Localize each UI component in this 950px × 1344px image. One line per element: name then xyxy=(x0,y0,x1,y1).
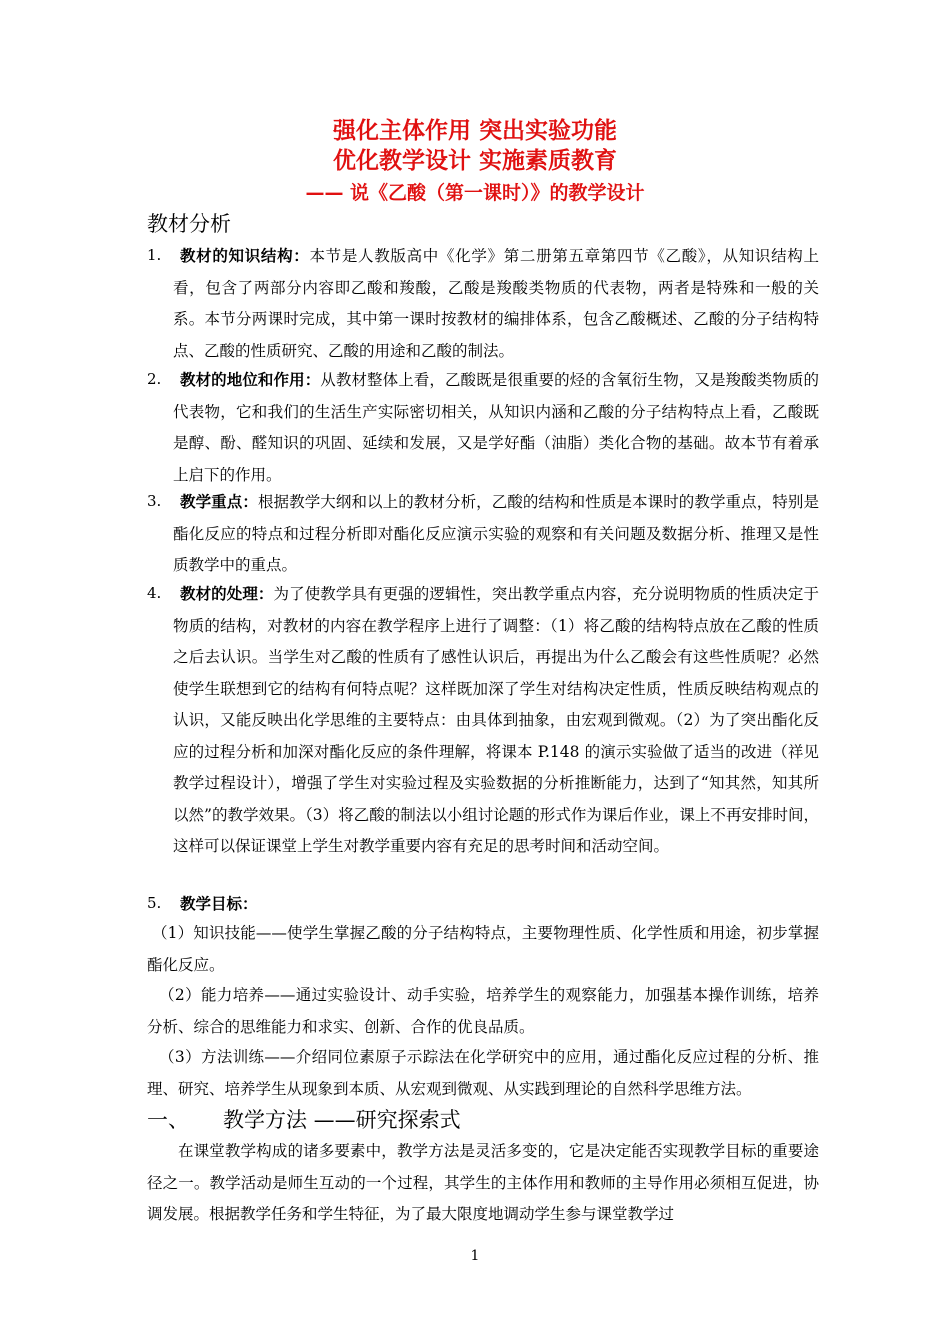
objective-3: （3）方法训练——介绍同位素原子示踪法在化学研究中的应用，通过酯化反应过程的分析、推理、研究、培养学生从现象到本质、从宏观到微观、从实践到理论的自然科学思维方法。 xyxy=(147,1048,819,1098)
page-number: 1 xyxy=(470,1248,480,1264)
objective-2: （2）能力培养——通过实验设计、动手实验，培养学生的观察能力，加强基本操作训练，培养分析、综合的思维能力和求实、创新、合作的优良品质。 xyxy=(147,986,819,1036)
method-paragraph: 在课堂教学构成的诸多要素中，教学方法是灵活多变的，它是决定能否实现教学目标的重要途径之一。教学活动是师生互动的一个过程，其学生的主体作用和教师的主导作用必须相互促进，协调发展。根据教学任务和学生特征，为了最大限度地调动学生参与课堂教学过 xyxy=(147,1142,819,1223)
title-line-1: 强化主体作用 突出实验功能 xyxy=(332,118,617,144)
list-item-1 xyxy=(147,240,819,367)
list-number: 1. xyxy=(147,246,162,264)
item-text: 根据教学大纲和以上的教材分析，乙酸的结构和性质是本课时的教学重点，特别是酯化反应的特点和过程分析即对酯化反应演示实验的观察和有关问题及数据分析、推理又是性质教学中的重点。 xyxy=(173,493,819,574)
title-line-3: —— 说《乙酸（第一课时）》的教学设计 xyxy=(305,182,645,204)
section-heading-material: 教材分析 xyxy=(147,212,231,236)
title-line-2: 优化教学设计 实施素质教育 xyxy=(332,148,617,174)
list-number: 4. xyxy=(147,584,162,602)
item-label: 教材的处理： xyxy=(180,584,274,603)
item-label: 教学目标： xyxy=(180,894,258,913)
item-label: 教材的知识结构： xyxy=(180,246,310,265)
list-number: 2. xyxy=(147,370,162,388)
item-text: 从教材整体上看，乙酸既是很重要的烃的含氧衍生物，又是羧酸类物质的代表物，它和我们的生活生产实际密切相关，从知识内涵和乙酸的分子结构特点上看，乙酸既是醇、酚、醛知识的巩固、延续和发展，又是学好酯（油脂）类化合物的基础。故本节有着承上启下的作用。 xyxy=(173,371,819,484)
list-item-5 xyxy=(147,888,819,921)
list-item-2 xyxy=(147,364,819,491)
objective-1: （1）知识技能——使学生掌握乙酸的分子结构特点，主要物理性质、化学性质和用途，初步掌握酯化反应。 xyxy=(147,924,819,974)
item-text: 本节是人教版高中《化学》第二册第五章第四节《乙酸》，从知识结构上看，包含了两部分内容即乙酸和羧酸，乙酸是羧酸类物质的代表物，两者是特殊和一般的关系。本节分两课时完成，其中第一课时按教材的编排体系，包含乙酸概述、乙酸的分子结构特点、乙酸的性质研究、乙酸的用途和乙酸的制法。 xyxy=(173,247,819,360)
item-text: 为了使教学具有更强的逻辑性，突出教学重点内容，充分说明物质的性质决定于物质的结构，对教材的内容在教学程序上进行了调整：（1）将乙酸的结构特点放在乙酸的性质之后去认识。当学生对乙酸的性质有了感性认识后，再提出为什么乙酸会有这些性质呢？必然使学生联想到它的结构有何特点呢？这样既加深了学生对结构决定性质，性质反映结构观点的认识，又能反映出化学思维的主要特点：由具体到抽象，由宏观到微观。（2）为了突出酯化反应的过程分析和加深对酯化反应的条件理解，将课本 P.148 的演示实验做了适当的改进（祥见教学过程设计），增强了学生对实验过程及实验数据的分析推断能力，达到了“知其然，知其所以然”的教学效果。（3）将乙酸的制法以小组讨论题的形式作为课后作业，课上不再安排时间，这样可以保证课堂上学生对教学重要内容有充足的思考时间和活动空间。 xyxy=(173,585,819,855)
section-title: 教学方法 ——研究探索式 xyxy=(223,1108,461,1132)
list-item-4 xyxy=(147,578,819,863)
list-item-3 xyxy=(147,486,819,582)
list-number: 5. xyxy=(147,894,162,912)
list-number: 3. xyxy=(147,492,162,510)
section-number: 一、 xyxy=(147,1108,189,1132)
item-label: 教材的地位和作用： xyxy=(180,370,321,389)
section-heading-method xyxy=(147,1106,461,1134)
item-label: 教学重点： xyxy=(180,492,258,511)
